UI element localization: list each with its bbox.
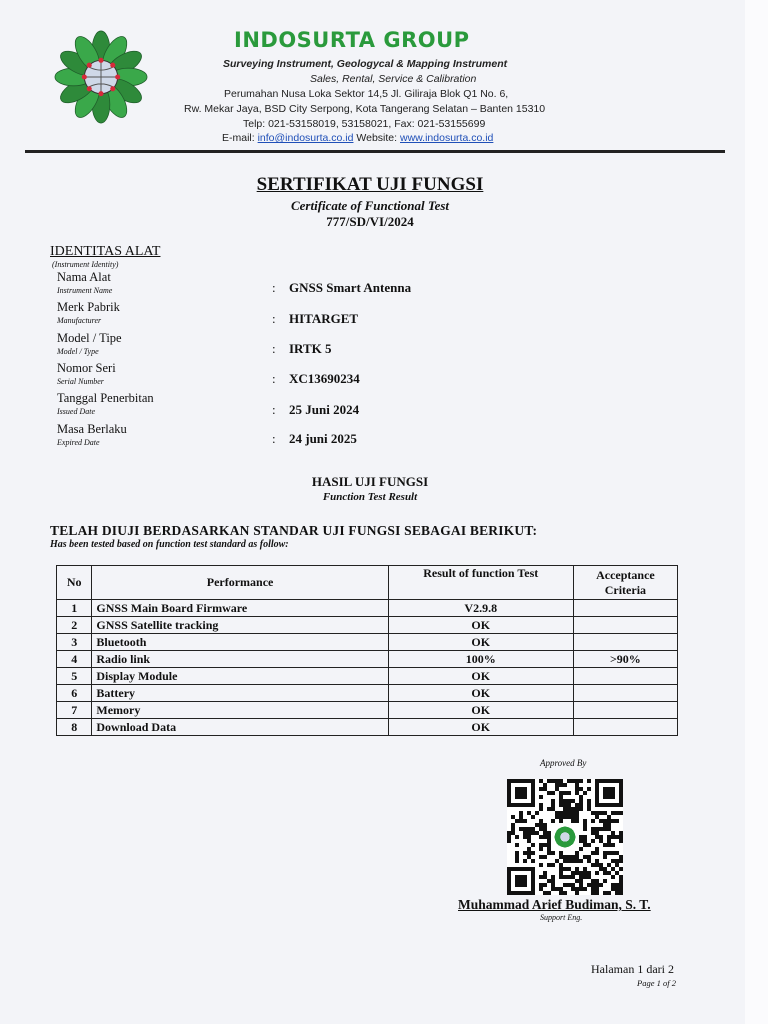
company-logo-icon [52,28,150,126]
cell-criteria: >90% [573,651,677,668]
website-link[interactable]: www.indosurta.co.id [400,132,494,144]
cell-result: OK [388,702,573,719]
signer-name: Muhammad Arief Budiman, S. T. [458,897,651,912]
cell-no: 8 [57,719,92,736]
table-header-row [57,566,678,600]
cell-performance: Battery [92,685,388,702]
cell-no: 2 [57,617,92,634]
cell-performance: Bluetooth [92,634,388,651]
tagline-instruments: Surveying Instrument, Geologycal & Mapping Instrument [223,58,508,70]
approved-by-label: Approved By [540,758,587,768]
col-header-performance: Performance [92,566,388,600]
field-label: Nomor Seri [57,361,116,375]
col-header-no: No [57,566,92,600]
field-value: 24 juni 2025 [289,431,357,446]
col-header-criteria: Acceptance Criteria [573,566,677,600]
cell-result: OK [388,719,573,736]
tagline-services: Sales, Rental, Service & Calibration [310,73,477,85]
table-row [57,617,678,634]
email-label: E-mail: [222,132,255,144]
table-row [57,685,678,702]
cell-performance: Memory [92,702,388,719]
website-label: Website: [356,132,398,144]
address-line-1: Perumahan Nusa Loka Sektor 14,5 Jl. Giliraja Blok Q1 No. 6, [224,88,509,100]
identity-heading: IDENTITAS ALAT [50,244,161,259]
page-edge [745,0,768,1024]
page-number: Halaman 1 dari 2 [591,962,674,976]
company-name: INDOSURTA GROUP [234,28,470,52]
header-divider [25,150,725,153]
cell-performance: Download Data [92,719,388,736]
field-value: HITARGET [289,311,359,326]
cell-criteria [573,600,677,617]
cell-result: OK [388,634,573,651]
phone-line: Telp: 021-53158019, 53158021, Fax: 021-53155699 [243,118,486,130]
address-line-2: Rw. Mekar Jaya, BSD City Serpong, Kota Tangerang Selatan – Banten 15310 [184,103,546,115]
certificate-subtitle: Certificate of Functional Test [290,198,450,213]
col-header-result: Result of function Test [388,566,573,600]
cell-no: 4 [57,651,92,668]
cell-performance: GNSS Satellite tracking [92,617,388,634]
cell-criteria [573,702,677,719]
cell-result: OK [388,685,573,702]
field-label-sub: Expired Date [57,438,100,447]
cell-result: OK [388,668,573,685]
field-colon: : [272,341,276,356]
field-value: GNSS Smart Antenna [289,280,412,295]
field-label: Tanggal Penerbitan [57,391,154,405]
cell-result: V2.9.8 [388,600,573,617]
table-row [57,719,678,736]
result-heading: HASIL UJI FUNGSI [311,474,429,489]
signer-role: Support Eng. [540,913,583,922]
field-value: XC13690234 [289,371,360,386]
field-label: Masa Berlaku [57,422,127,436]
table-row [57,668,678,685]
cell-performance: GNSS Main Board Firmware [92,600,388,617]
qr-code-icon [506,779,624,895]
certificate-title: SERTIFIKAT UJI FUNGSI [256,174,484,195]
result-heading-sub: Function Test Result [322,491,418,503]
standard-statement-sub: Has been tested based on function test standard as follow: [50,539,289,550]
cell-criteria [573,634,677,651]
cell-criteria [573,617,677,634]
field-label: Model / Tipe [57,331,122,345]
cell-no: 5 [57,668,92,685]
field-label-sub: Serial Number [57,377,104,386]
cell-criteria [573,668,677,685]
field-colon: : [272,431,276,446]
contact-line [222,132,493,144]
field-label-sub: Instrument Name [57,286,113,295]
standard-statement: TELAH DIUJI BERDASARKAN STANDAR UJI FUNGSI SEBAGAI BERIKUT: [50,523,538,538]
field-label: Merk Pabrik [57,300,120,314]
cell-no: 1 [57,600,92,617]
table-row [57,651,678,668]
cell-no: 6 [57,685,92,702]
field-value: IRTK 5 [289,341,332,356]
field-colon: : [272,371,276,386]
cell-no: 3 [57,634,92,651]
certificate-number: 777/SD/VI/2024 [326,214,414,229]
cell-criteria [573,719,677,736]
cell-result: OK [388,617,573,634]
field-value: 25 Juni 2024 [289,402,360,417]
field-label: Nama Alat [57,270,111,284]
table-row [57,634,678,651]
page-number-sub: Page 1 of 2 [637,978,676,988]
cell-no: 7 [57,702,92,719]
table-row [57,702,678,719]
field-colon: : [272,311,276,326]
field-label-sub: Model / Type [57,347,99,356]
field-colon: : [272,402,276,417]
identity-heading-sub: (Instrument Identity) [52,260,119,269]
cell-performance: Display Module [92,668,388,685]
field-label-sub: Issued Date [57,407,95,416]
cell-criteria [573,685,677,702]
function-test-table [56,565,678,736]
email-link[interactable]: info@indosurta.co.id [257,132,354,144]
cell-performance: Radio link [92,651,388,668]
table-row [57,600,678,617]
cell-result: 100% [388,651,573,668]
field-colon: : [272,280,276,295]
field-label-sub: Manufacturer [57,316,102,325]
